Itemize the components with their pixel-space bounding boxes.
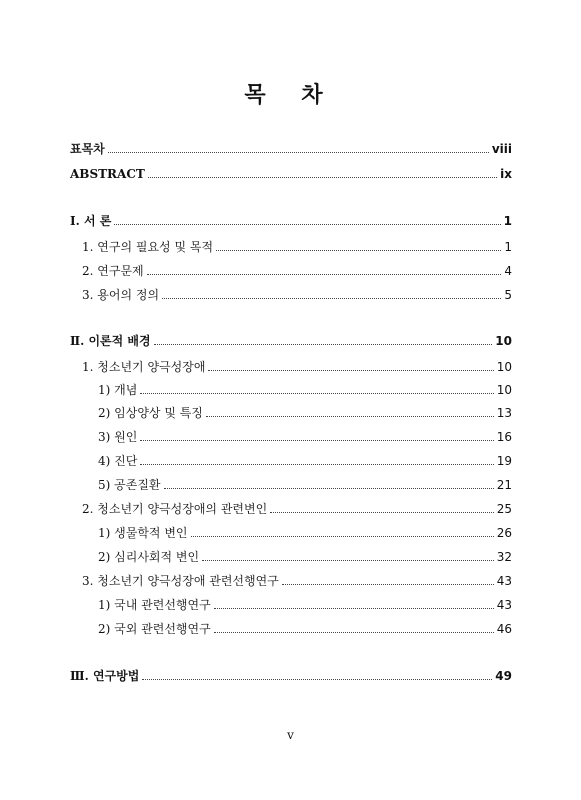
toc-label: 3. 용어의 정의 [82, 288, 160, 302]
leader-dots [154, 343, 493, 345]
toc-label: 1) 생물학적 변인 [98, 526, 188, 540]
toc-page: 25 [496, 502, 512, 516]
leader-dots [282, 583, 494, 585]
toc-label: 3. 청소년기 양극성장애 관련선행연구 [82, 574, 279, 588]
toc-entry-2-1-3[interactable] [98, 430, 512, 444]
toc-page: 10 [495, 334, 512, 348]
toc-page: 43 [496, 574, 512, 588]
toc-entry-2-2[interactable] [82, 502, 512, 516]
toc-label: 4) 진단 [98, 454, 138, 468]
leader-dots [140, 392, 493, 394]
toc-entry-chapter-3[interactable] [70, 669, 512, 683]
leader-dots [108, 151, 489, 153]
toc-label: 2. 청소년기 양극성장애의 관련변인 [82, 502, 268, 516]
toc-page: 16 [496, 430, 512, 444]
toc-label: 표목차 [70, 142, 105, 156]
toc-label: ABSTRACT [70, 167, 145, 181]
leader-dots [148, 176, 497, 178]
toc-page: 5 [504, 288, 512, 302]
toc-label: 2) 임상양상 및 특징 [98, 406, 203, 420]
leader-dots [208, 369, 493, 371]
toc-entry-1-3[interactable] [82, 288, 512, 302]
leader-dots [270, 511, 494, 513]
toc-label: 3) 원인 [98, 430, 138, 444]
toc-page: viii [491, 142, 512, 156]
toc-entry-2-1-5[interactable] [98, 478, 512, 492]
page-title: 목 차 [244, 82, 337, 108]
leader-dots [114, 223, 500, 225]
leader-dots [214, 607, 494, 609]
toc-entry-2-1-1[interactable] [98, 383, 512, 397]
toc-entry-2-1[interactable] [82, 360, 512, 374]
toc-page: 1 [504, 240, 512, 254]
leader-dots [206, 415, 494, 417]
toc-page: ix [500, 167, 512, 181]
leader-dots [162, 297, 501, 299]
leader-dots [214, 631, 494, 633]
leader-dots [164, 487, 494, 489]
toc-page: 21 [496, 478, 512, 492]
toc-entry-chapter-2[interactable] [70, 334, 512, 348]
toc-page: 1 [503, 214, 512, 228]
toc-label: 2) 심리사회적 변인 [98, 550, 200, 564]
toc-page: 13 [496, 406, 512, 420]
toc-page: 4 [504, 264, 512, 278]
toc-label: Ⅱ. 이론적 배경 [70, 334, 151, 348]
toc-page: 10 [496, 383, 512, 397]
toc-page: 43 [496, 598, 512, 612]
toc-label: 1) 국내 관련선행연구 [98, 598, 211, 612]
leader-dots [142, 678, 492, 680]
toc-label: 1. 청소년기 양극성장애 [82, 360, 206, 374]
leader-dots [140, 463, 493, 465]
toc-page: 26 [496, 526, 512, 540]
toc-entry-2-3-1[interactable] [98, 598, 512, 612]
toc-label: 2. 연구문제 [82, 264, 144, 278]
toc-label: 2) 국외 관련선행연구 [98, 622, 211, 636]
toc-entry-2-2-1[interactable] [98, 526, 512, 540]
toc-page: 10 [496, 360, 512, 374]
toc-page: 49 [495, 669, 512, 683]
leader-dots [191, 535, 494, 537]
leader-dots [147, 273, 502, 275]
toc-page: 46 [496, 622, 512, 636]
toc-entry-2-1-4[interactable] [98, 454, 512, 468]
leader-dots [202, 559, 494, 561]
toc-page: 32 [496, 550, 512, 564]
toc-entry-2-3-2[interactable] [98, 622, 512, 636]
toc-label: 5) 공존질환 [98, 478, 161, 492]
toc-label: 1) 개념 [98, 383, 138, 397]
toc-entry-list-of-tables[interactable] [70, 142, 512, 156]
toc-entry-1-2[interactable] [82, 264, 512, 278]
toc-label: Ⅰ. 서 론 [70, 214, 112, 228]
page-number-footer: v [287, 728, 294, 742]
leader-dots [216, 249, 501, 251]
toc-entry-2-2-2[interactable] [98, 550, 512, 564]
toc-entry-2-1-2[interactable] [98, 406, 512, 420]
toc-entry-2-3[interactable] [82, 574, 512, 588]
toc-entry-abstract[interactable] [70, 167, 512, 181]
toc-entry-1-1[interactable] [82, 240, 512, 254]
toc-label: Ⅲ. 연구방법 [70, 669, 140, 683]
leader-dots [140, 439, 493, 441]
toc-label: 1. 연구의 필요성 및 목적 [82, 240, 214, 254]
toc-page: 19 [496, 454, 512, 468]
toc-entry-chapter-1[interactable] [70, 214, 512, 228]
